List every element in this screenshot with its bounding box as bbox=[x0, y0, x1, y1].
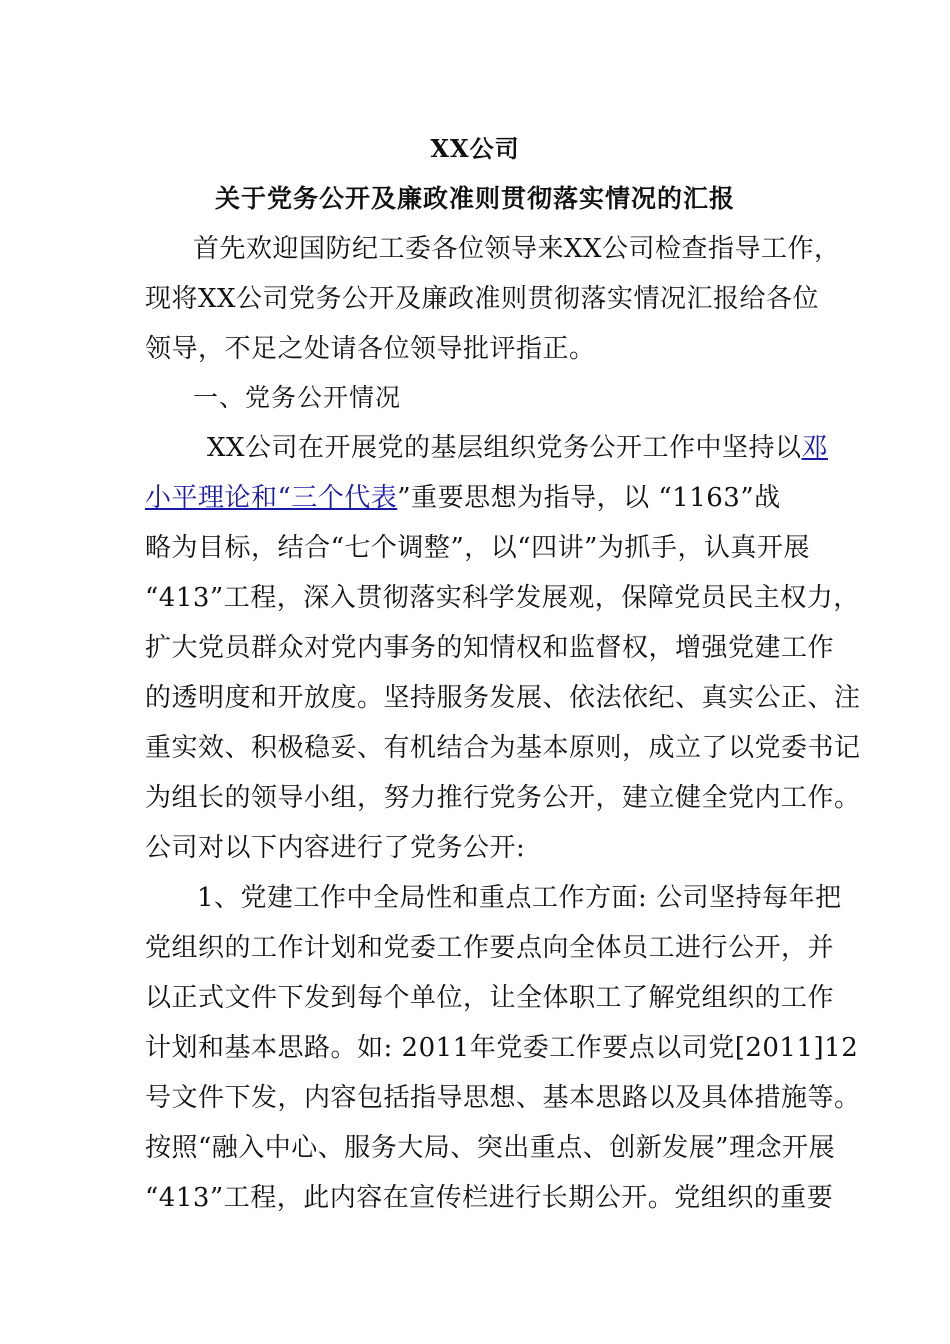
theory-link-part-1[interactable]: 邓 bbox=[801, 433, 829, 463]
intro-line-2: 现将XX公司党务公开及廉政准则贯彻落实情况汇报给各位 bbox=[145, 284, 820, 314]
para2-line-5: 号文件下发，内容包括指导思想、基本思路以及具体措施等。 bbox=[145, 1083, 861, 1113]
para2-line-3: 以正式文件下发到每个单位，让全体职工了解党组织的工作 bbox=[145, 983, 835, 1013]
para1-line-8: 为组长的领导小组，努力推行党务公开，建立健全党内工作。 bbox=[145, 783, 861, 813]
para1-line-7: 重实效、积极稳妥、有机结合为基本原则，成立了以党委书记 bbox=[145, 733, 861, 763]
para2-line-6: 按照“融入中心、服务大局、突出重点、创新发展”理念开展 bbox=[145, 1133, 836, 1163]
para2-line-2: 党组织的工作计划和党委工作要点向全体员工进行公开，并 bbox=[145, 933, 835, 963]
para2-line-1: 1、党建工作中全局性和重点工作方面: 公司坚持每年把 bbox=[197, 883, 842, 913]
para1-line-5: 扩大党员群众对党内事务的知情权和监督权，增强党建工作 bbox=[145, 633, 835, 663]
para1-line-3: 略为目标，结合“七个调整”，以“四讲”为抓手，认真开展 bbox=[145, 533, 810, 563]
para1-line-2 bbox=[145, 480, 810, 516]
para1-line-9: 公司对以下内容进行了党务公开: bbox=[145, 833, 526, 863]
intro-line-3: 领导，不足之处请各位领导批评指正。 bbox=[145, 334, 596, 364]
theory-link-part-2[interactable]: 小平理论和“三个代表 bbox=[145, 483, 398, 513]
intro-line-1: 首先欢迎国防纪工委各位领导来XX公司检查指导工作， bbox=[193, 234, 841, 264]
section-heading-1: 一、党务公开情况 bbox=[193, 383, 402, 412]
para1-line-4: “413”工程，深入贯彻落实科学发展观，保障党员民主权力， bbox=[145, 583, 860, 613]
para1-line-6: 的透明度和开放度。坚持服务发展、依法依纪、真实公正、注 bbox=[145, 683, 861, 713]
para2-line-4: 计划和基本思路。如: 2011年党委工作要点以司党[2011]12 bbox=[145, 1033, 859, 1063]
para2-line-7: “413”工程，此内容在宣传栏进行长期公开。党组织的重要 bbox=[145, 1183, 834, 1213]
report-title: 关于党务公开及廉政准则贯彻落实情况的汇报 bbox=[214, 184, 735, 213]
para1-line-1-text: XX公司在开展党的基层组织党务公开工作中坚持以 bbox=[207, 433, 802, 463]
para1-line-2-text: ”重要思想为指导，以 “1163”战 bbox=[397, 483, 781, 513]
para1-line-1 bbox=[207, 430, 829, 466]
company-title: XX公司 bbox=[430, 134, 520, 163]
